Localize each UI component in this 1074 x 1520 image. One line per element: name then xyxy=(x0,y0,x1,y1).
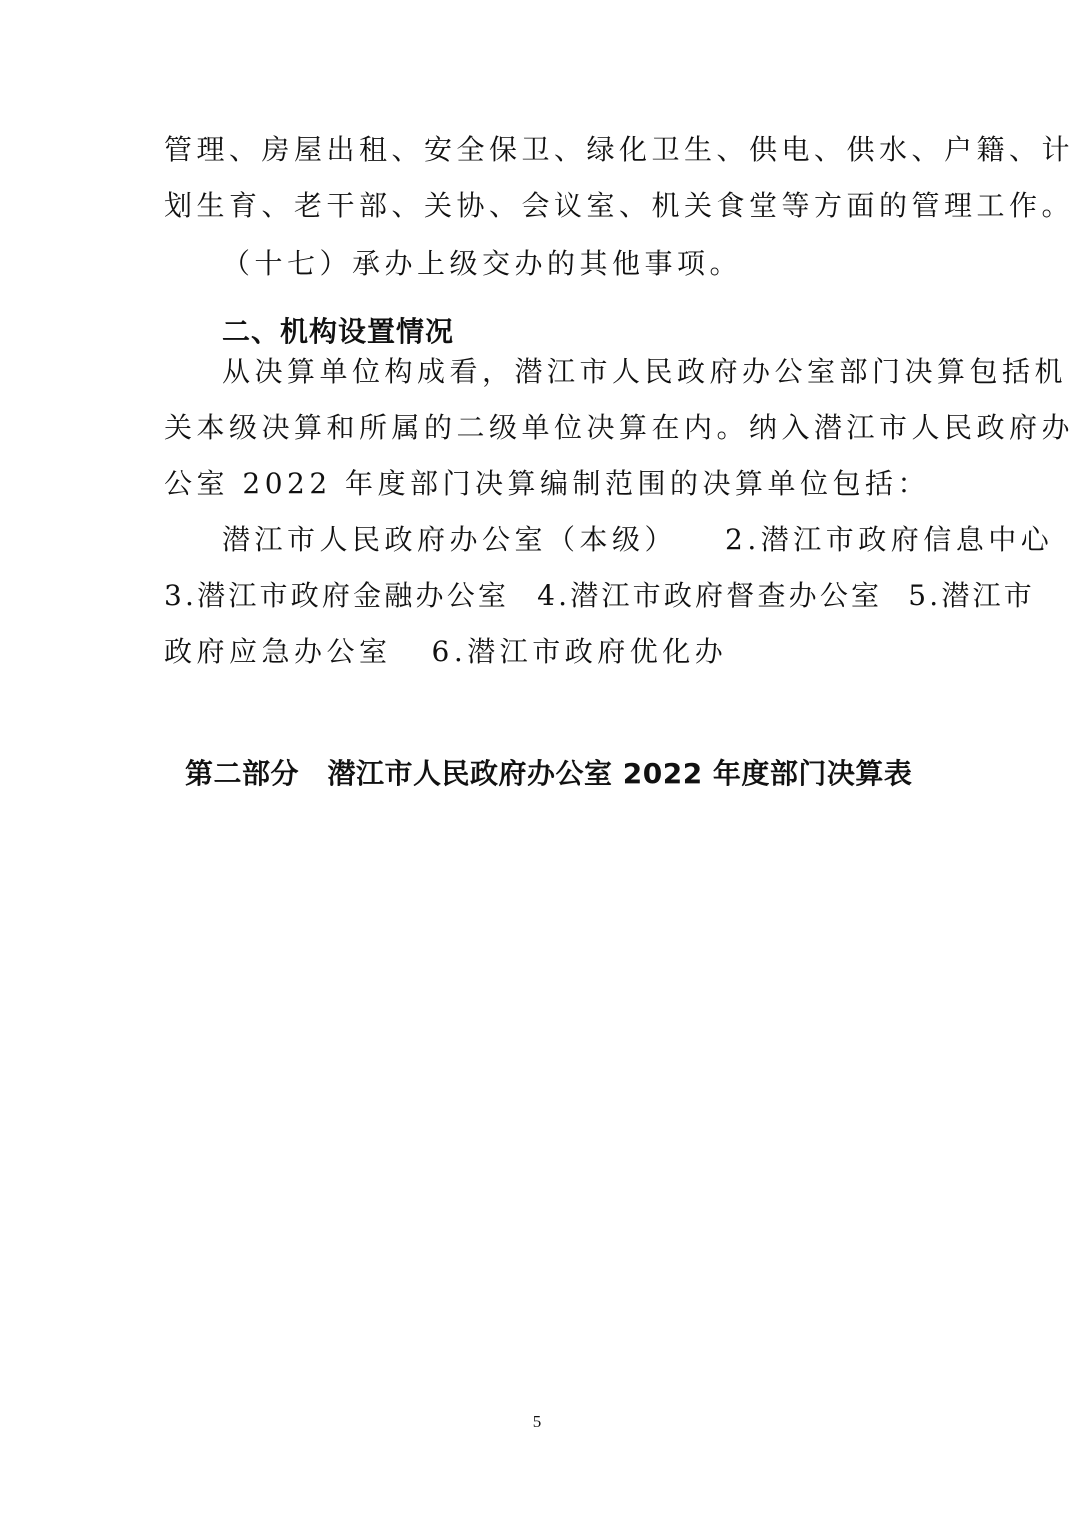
unit-item: 3.潜江市政府金融办公室 xyxy=(164,579,510,612)
paragraph-line: 公室 2022 年度部门决算编制范围的决算单位包括： xyxy=(164,467,931,500)
unit-item: 潜江市人民政府办公室（本级） xyxy=(222,523,678,556)
page-number: 5 xyxy=(532,1412,542,1431)
unit-item: 6.潜江市政府优化办 xyxy=(431,635,728,668)
item-seventeen: （十七）承办上级交办的其他事项。 xyxy=(222,247,743,280)
unit-list-line xyxy=(164,632,984,672)
unit-list-line xyxy=(222,520,1054,560)
unit-item: 政府应急办公室 xyxy=(164,635,392,668)
unit-item: 4.潜江市政府督查办公室 xyxy=(537,579,883,612)
section-heading: 二、机构设置情况 xyxy=(222,315,455,348)
paragraph-line: 关本级决算和所属的二级单位决算在内。纳入潜江市人民政府办 xyxy=(164,411,1074,444)
part-title: 第二部分 潜江市人民政府办公室 2022 年度部门决算表 xyxy=(185,757,913,790)
unit-item: 2.潜江市政府信息中心 xyxy=(725,523,1054,556)
paragraph-line: 划生育、老干部、关协、会议室、机关食堂等方面的管理工作。 xyxy=(164,189,1074,222)
unit-list-line xyxy=(164,576,1035,616)
paragraph-line: 管理、房屋出租、安全保卫、绿化卫生、供电、供水、户籍、计 xyxy=(164,133,1074,166)
paragraph-line: 从决算单位构成看，潜江市人民政府办公室部门决算包括机 xyxy=(222,355,1068,388)
unit-item: 5.潜江市 xyxy=(908,579,1035,612)
